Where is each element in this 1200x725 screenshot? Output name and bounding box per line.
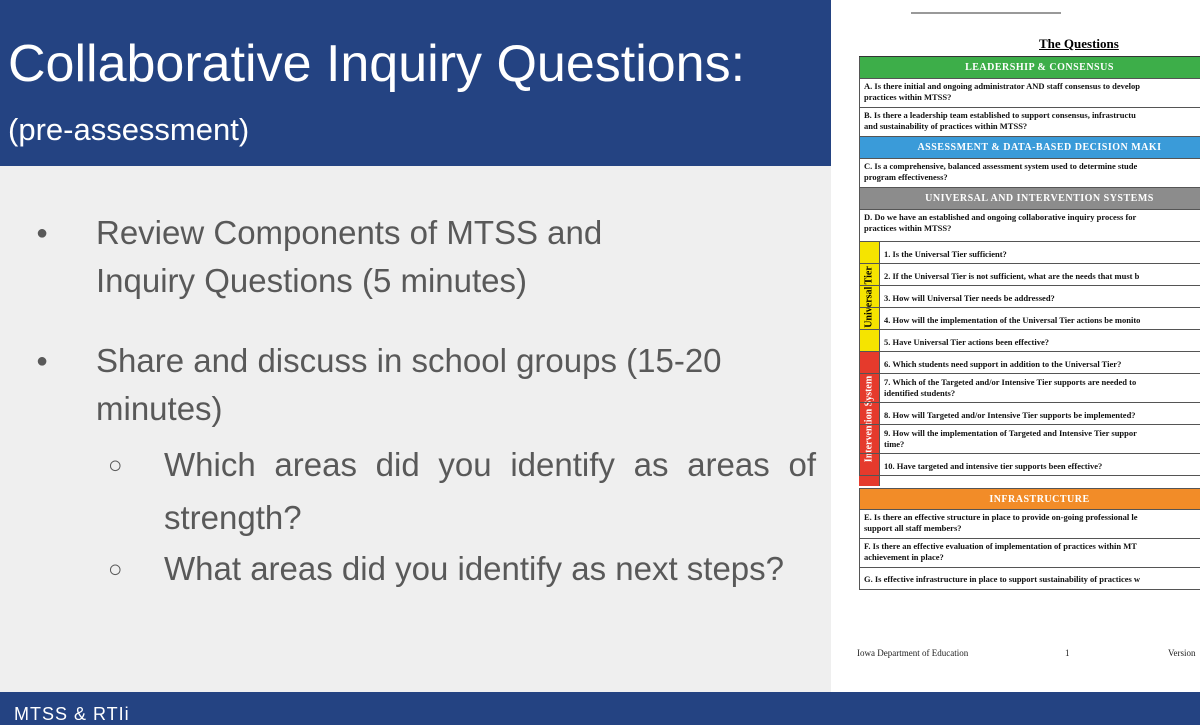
question-row — [859, 425, 1200, 454]
document-footer-publisher: Iowa Department of Education — [857, 648, 969, 658]
bullet-line: Share and discuss in school groups (15-20 — [96, 342, 722, 379]
section-infrastructure: INFRASTRUCTURE — [859, 488, 1200, 510]
sub-bullet-text: What areas did you identify as next steps? — [164, 550, 785, 587]
footer-band — [0, 692, 1200, 725]
title-band — [0, 0, 838, 166]
questions-document-image — [831, 0, 1200, 692]
slide-subtitle: (pre-assessment) — [8, 112, 250, 147]
question-row: 3. How will Universal Tier needs be addressed? — [859, 286, 1200, 308]
question-text: D. Do we have an established and ongoing collaborative inquiry process for — [864, 212, 1137, 222]
document-heading: The Questions — [1039, 36, 1119, 51]
question-text: 7. Which of the Targeted and/or Intensive Tier supports are needed to — [884, 377, 1137, 387]
question-text: practices within MTSS? — [864, 223, 952, 233]
question-row: 1. Is the Universal Tier sufficient? — [859, 242, 1200, 264]
questions-table — [859, 56, 1200, 590]
circle-bullet-icon: ○ — [108, 452, 123, 479]
question-text: support all staff members? — [864, 523, 962, 533]
question-row: 8. How will Targeted and/or Intensive Tier supports be implemented? — [859, 403, 1200, 425]
question-row: G. Is effective infrastructure in place to support sustainability of practices w — [859, 568, 1200, 590]
question-row — [859, 159, 1200, 188]
bullet-dot-icon: ● — [36, 350, 49, 372]
bullet-line: minutes) — [96, 390, 223, 427]
question-text: identified students? — [884, 388, 956, 398]
section-universal: UNIVERSAL AND INTERVENTION SYSTEMS — [859, 188, 1200, 210]
question-text: A. Is there initial and ongoing administrator AND staff consensus to develop — [864, 81, 1140, 91]
universal-tier-group — [859, 242, 1200, 352]
document-footer-version: Version — [1168, 648, 1196, 658]
document-footer-page: 1 — [1065, 648, 1070, 658]
bullet-line: Review Components of MTSS and — [96, 214, 603, 251]
slide-title: Collaborative Inquiry Questions: — [8, 35, 746, 93]
question-row: 5. Have Universal Tier actions been effective? — [859, 330, 1200, 352]
tier-label-text: Universal Tier — [863, 266, 875, 328]
question-text: F. Is there an effective evaluation of implementation of practices within MT — [864, 541, 1137, 551]
question-text: time? — [884, 439, 905, 449]
question-text: E. Is there an effective structure in place to provide on-going professional le — [864, 512, 1138, 522]
question-row — [859, 210, 1200, 242]
question-text: C. Is a comprehensive, balanced assessment system used to determine stude — [864, 161, 1138, 171]
question-text: and sustainability of practices within MTSS? — [864, 121, 1028, 131]
question-row — [859, 539, 1200, 568]
question-text: achievement in place? — [864, 552, 944, 562]
question-row — [859, 79, 1200, 108]
question-text: practices within MTSS? — [864, 92, 952, 102]
tier-label-text: Intervention System — [863, 375, 875, 463]
question-row — [859, 108, 1200, 137]
footer-label: MTSS & RTIi — [14, 704, 130, 724]
question-text: program effectiveness? — [864, 172, 948, 182]
question-row: 6. Which students need support in addition to the Universal Tier? — [859, 352, 1200, 374]
question-text: B. Is there a leadership team established to support consensus, infrastructu — [864, 110, 1136, 120]
circle-bullet-icon: ○ — [108, 556, 123, 583]
bullet-line: Inquiry Questions (5 minutes) — [96, 262, 528, 299]
bullet-dot-icon: ● — [36, 222, 49, 244]
question-text: 9. How will the implementation of Targeted and Intensive Tier suppor — [884, 428, 1137, 438]
question-row: 10. Have targeted and intensive tier supports been effective? — [859, 454, 1200, 476]
question-row: 4. How will the implementation of the Universal Tier actions be monito — [859, 308, 1200, 330]
section-leadership: LEADERSHIP & CONSENSUS — [859, 57, 1200, 79]
question-row — [859, 374, 1200, 403]
document-top-rule — [911, 12, 1061, 14]
intervention-tier-group — [859, 352, 1200, 476]
question-row — [859, 510, 1200, 539]
question-row: 2. If the Universal Tier is not sufficient, what are the needs that must b — [859, 264, 1200, 286]
sub-bullet-text: Which areas did you identify as areas of strength? — [164, 446, 816, 536]
section-assessment: ASSESSMENT & DATA-BASED DECISION MAKI — [859, 137, 1200, 159]
